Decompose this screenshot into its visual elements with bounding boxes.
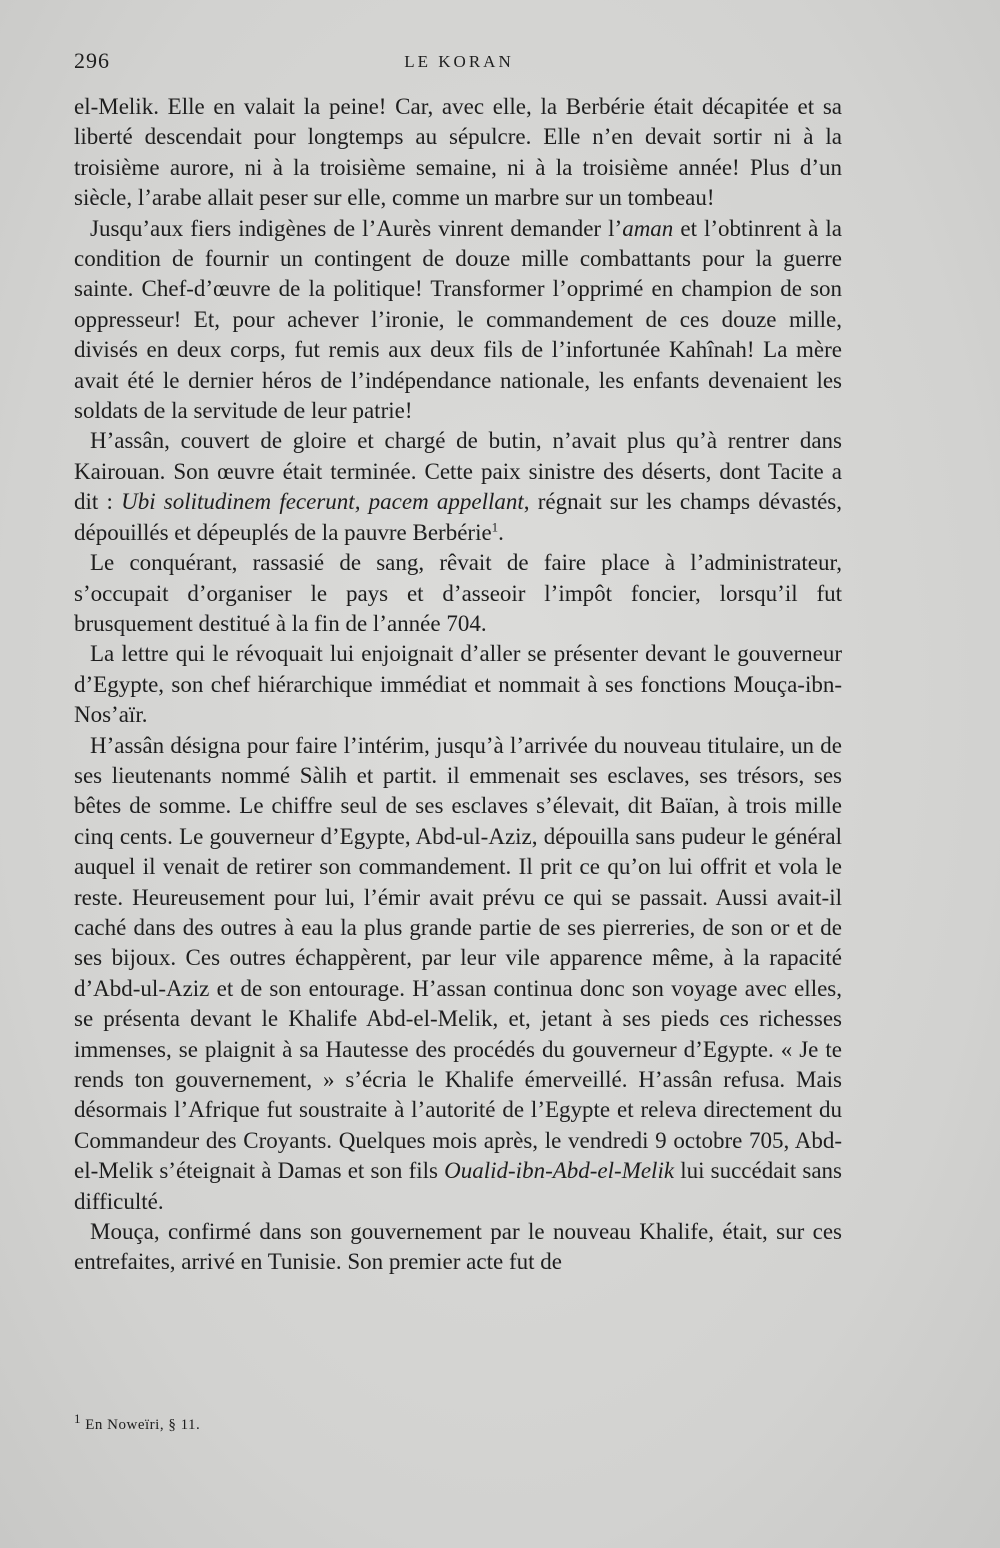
text-run: La lettre qui le révoquait lui enjoignait d’aller se présenter devant le gouverneur d’Egypte, son chef hiérarchique immédiat et nommait à ses fonctions Mouça-ibn-Nos’aïr. (74, 641, 842, 728)
paragraph (74, 639, 842, 730)
footnote-reference: 1 (491, 519, 499, 535)
footnote-marker: 1 (74, 1411, 81, 1426)
paragraph (74, 548, 842, 639)
latin-quotation: Ubi solitudinem fecerunt, pacem appellant (121, 489, 524, 515)
page-header (74, 48, 844, 78)
paragraph (74, 426, 842, 548)
page-number: 296 (74, 48, 110, 73)
text-run: Le conquérant, rassasié de sang, rêvait de faire place à l’administrateur, s’occupait d’organiser le pays et d’asseoir l’impôt foncier, lorsqu’il fut brusquement destitué à la fin de l’année 704. (74, 550, 842, 636)
paragraph (74, 731, 842, 1218)
text-run: Jusqu’aux fiers indigènes de l’Aurès vinrent demander l’ (90, 215, 623, 241)
text-run: H’assân, couvert de gloire et chargé de butin, n’avait plus qu’à rentrer dans Kairouan. Son œuvre était terminée. Cette paix sinistre des déserts, dont Tacite a dit : (74, 428, 842, 515)
paragraph (74, 1217, 842, 1278)
italic-name: Oualid-ibn-Abd-el-Melik (444, 1158, 675, 1184)
text-run: Mouça, confirmé dans son gouvernement par le nouveau Khalife, était, sur ces entrefaites, arrivé en Tunisie. Son premier acte fut de (74, 1219, 842, 1275)
text-run: et l’obtinrent à la condition de fournir un contingent de douze mille combattants pour la guerre sainte. Chef-d’œuvre de la politique! Transformer l’opprimé en champion de son oppresseur! Et, pour achever l’ironie, le commandement de ces douze mille, divisés en deux corps, fut remis aux deux fils de l’infortunée Kahînah! La mère avait été le dernier héros de l’indépendance nationale, les enfants devenaient les soldats de la servitude de leur patrie! (74, 215, 842, 424)
text-run: el-Melik. Elle en valait la peine! Car, avec elle, la Berbérie était décapitée et sa liberté descendait pour longtemps au sépulcre. Elle n’en devait sortir ni à la troisième aurore, ni à la troisième semaine, ni à la troisième année! Plus d’un siècle, l’arabe allait peser sur elle, comme un marbre sur un tombeau! (74, 94, 842, 211)
text-run: lui succédait sans difficulté. (74, 1158, 842, 1214)
body-text (74, 92, 842, 1278)
running-title: LE KORAN (404, 52, 514, 71)
footnote (74, 1411, 842, 1434)
paragraph (74, 214, 842, 427)
text-run: . (498, 519, 504, 545)
footnote-text: En Noweïri, § 11. (85, 1417, 201, 1433)
italic-term: aman (622, 215, 674, 241)
paragraph (74, 92, 842, 214)
text-run: , régnait sur les champs dévastés, dépouillés et dépeuplés de la pauvre Berbérie (74, 489, 842, 545)
text-run: H’assân désigna pour faire l’intérim, jusqu’à l’arrivée du nouveau titulaire, un de ses lieutenants nommé Sàlih et partit. il emmenait ses esclaves, ses trésors, ses bêtes de somme. Le chiffre seul de ses esclaves s’élevait, dit Baïan, à trois mille cinq cents. Le gouverneur d’Egypte, Abd-ul-Aziz, dépouilla sans pudeur le général auquel il venait de retirer son commandement. Il prit ce qu’on lui offrit et vola le reste. Heureusement pour lui, l’émir avait prévu ce qui se passait. Aussi avait-il caché dans des outres à eau la plus grande partie de ses pierreries, de son or et de ses bijoux. Ces outres échappèrent, par leur vile apparence même, à la rapacité d’Abd-ul-Aziz et de son entourage. H’assan continua donc son voyage avec elles, se présenta devant le Khalife Abd-el-Melik, et, jetant à ses pieds ces richesses immenses, se plaignit à sa Hautesse des procédés du gouverneur d’Egypte. « Je te rends ton gouvernement, » s’écria le Khalife émerveillé. H’assân refusa. Mais désormais l’Afrique fut soustraite à l’autorité de l’Egypte et releva directement du Commandeur des Croyants. Quelques mois après, le vendredi 9 octobre 705, Abd-el-Melik s’éteignait à Damas et son fils (74, 732, 842, 1184)
